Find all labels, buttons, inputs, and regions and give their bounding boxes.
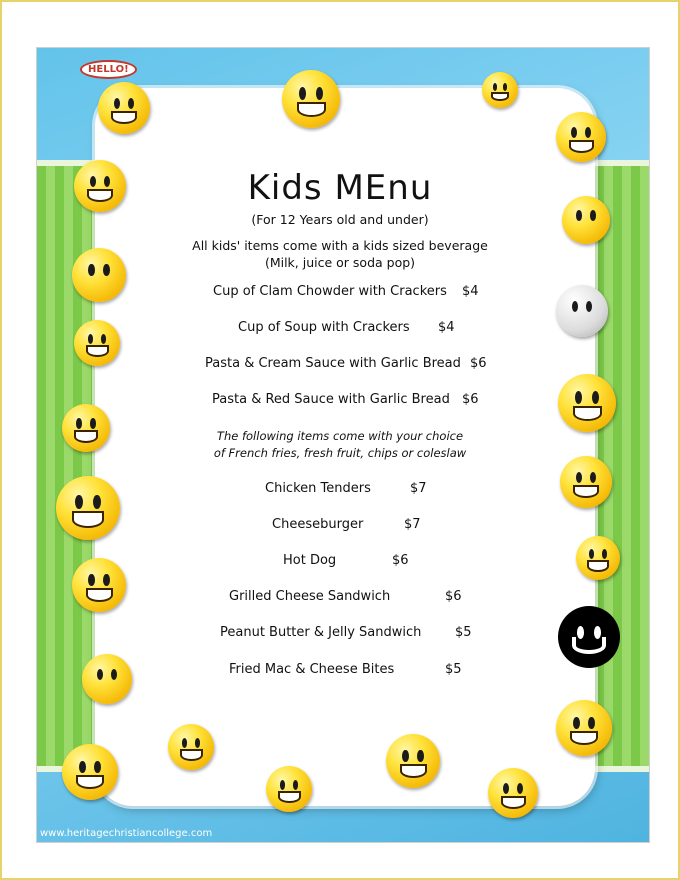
foam-finger-smiley-icon <box>74 320 120 366</box>
tennis-smiley-icon <box>266 766 312 812</box>
menu-item-name: Peanut Butter & Jelly Sandwich <box>220 625 422 640</box>
menu-item-price: $5 <box>455 625 472 640</box>
phone-smiley-icon <box>62 744 118 800</box>
tongue-smiley-icon <box>560 456 612 508</box>
worried-smiley-icon <box>82 654 132 704</box>
hello-bubble: HELLO! <box>80 60 137 79</box>
menu-item-price: $4 <box>438 320 455 335</box>
menu-item-price: $6 <box>470 356 487 371</box>
beverage-note-line1: All kids' items come with a kids sized beverage <box>192 238 488 253</box>
basketball-smiley-icon <box>386 734 440 788</box>
cowgirl-smiley-icon <box>168 724 214 770</box>
menu-item-price: $6 <box>392 553 409 568</box>
baseball-smiley-icon <box>488 768 538 818</box>
menu-item-name: Cheeseburger <box>272 517 364 532</box>
beverage-note-line2: (Milk, juice or soda pop) <box>264 255 416 270</box>
hockey-smiley-icon <box>556 112 606 162</box>
menu-subtitle: (For 12 Years old and under) <box>251 212 429 227</box>
burger-smiley-icon <box>282 70 340 128</box>
worried-smiley-icon <box>556 700 612 756</box>
menu-item-price: $5 <box>445 662 462 677</box>
choice-note-line2: of French fries, fresh fruit, chips or coleslaw <box>213 446 467 460</box>
skateboard-smiley-icon <box>482 72 518 108</box>
menu-item-name: Grilled Cheese Sandwich <box>229 589 391 604</box>
menu-item-name: Fried Mac & Cheese Bites <box>229 662 395 677</box>
menu-item-price: $6 <box>445 589 462 604</box>
travel-smiley-icon <box>74 160 126 212</box>
football-smiley-icon <box>72 558 126 612</box>
watermark: www.heritagechristiancollege.com <box>40 828 213 839</box>
sleeping-smiley-icon <box>562 196 610 244</box>
hello-smiley-icon <box>98 82 150 134</box>
menu-item-name: Pasta & Red Sauce with Garlic Bread <box>212 392 450 407</box>
donut-smiley-icon <box>62 404 110 452</box>
menu-title: Kids MEnu <box>247 168 433 208</box>
menu-item-price: $7 <box>410 481 427 496</box>
surprised-smiley-icon <box>72 248 126 302</box>
menu-item-name: Cup of Soup with Crackers <box>238 320 410 335</box>
choice-note-line1: The following items come with your choice <box>216 429 464 443</box>
grinning-smiley-icon <box>56 476 120 540</box>
menu-item-name: Chicken Tenders <box>265 481 371 496</box>
menu-item-price: $7 <box>404 517 421 532</box>
apple-smiley-icon <box>576 536 620 580</box>
menu-item-price: $6 <box>462 392 479 407</box>
menu-item-name: Pasta & Cream Sauce with Garlic Bread <box>205 356 461 371</box>
menu-item-name: Hot Dog <box>283 553 337 568</box>
menu-item-name: Cup of Clam Chowder with Crackers <box>213 284 447 299</box>
black-smiley-icon <box>558 606 620 668</box>
menu-item-price: $4 <box>462 284 479 299</box>
mummy-smiley-icon <box>556 285 608 337</box>
soccer-smiley-icon <box>558 374 616 432</box>
